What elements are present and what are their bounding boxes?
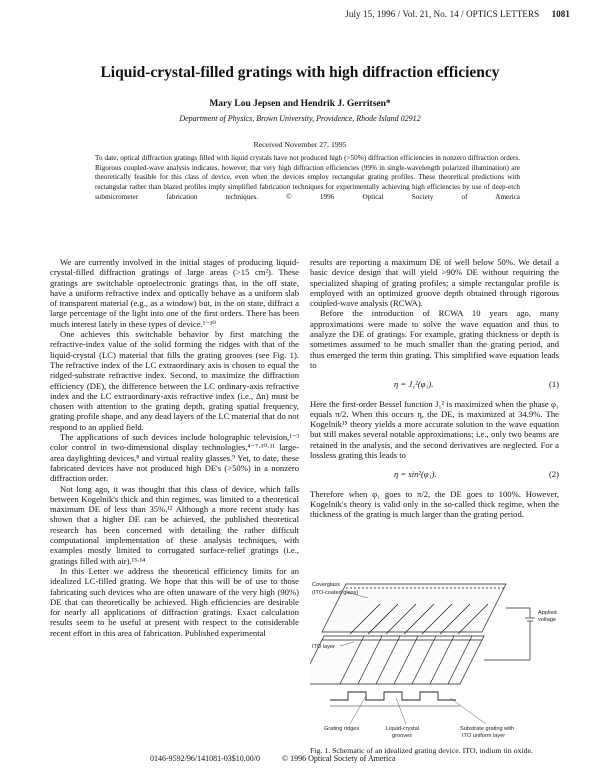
paragraph: One achieves this switchable behavior by first matching the refractive-index value of the solid forming the ridges with that of the liquid-crystal (LC) material that fills the grating grooves (see Fig. 1). The refractive index of the LC extraordinary axis is chosen to equal the ridged-substrate refractive index. Second, to maximize the diffraction efficiency (DE), the difference between the LC ordinary-axis refractive index and the LC extraordinary-axis refractive index (i.e., Δn) must be chosen with attention to the grating depth, grating spatial frequency, grating profile shape, and any dead layers of the LC material that do not respond to an applied field. [50, 329, 299, 432]
journal-line: July 15, 1996 / Vol. 21, No. 14 / OPTICS LETTERS [345, 9, 540, 19]
ridge-profile [330, 692, 460, 706]
right-column [310, 257, 559, 520]
equation-number: (2) [548, 469, 559, 480]
paragraph: Not long ago, it was thought that this class of device, which falls between Kogelnik's thick and thin regimes, was limited to a theoretical maximum DE of less than 35%.¹² Although a more recent study has shown that a higher DE can be achieved, the published theoretical research has been concerned with detailing the rather difficult computational implementation of these analysis techniques, with examples mostly limited to corrugated surface-relief gratings (i.e., gratings filled with air).¹³·¹⁴ [50, 483, 299, 566]
equation-body: η = J₁²(φ₁). [394, 379, 434, 390]
substrate-block [310, 636, 484, 684]
affiliation: Department of Physics, Brown University, Providence, Rhode Island 02912 [179, 114, 421, 123]
grating-device-diagram [310, 574, 559, 746]
abstract-body: To date, optical diffraction gratings filled with liquid crystals have not produced high (>50%) diffraction efficiencies in nonzero diffraction orders. Rigorous coupled-wave analysis indicates, however, that very high diffraction efficiencies (99% in single-wavelength polarized illumination) are theoretically feasible for this class of device, even when the devices employ rectangular grating profiles. These theoretical predictions with rectangular rather than blazed profiles imply simplified fabrication techniques for experimentally achieving high efficiencies by use of deep-etch submicrometer fabrication techniques. [95, 154, 520, 201]
figure-caption: Fig. 1. Schematic of an idealized grating device. ITO, indium tin oxide. [310, 746, 533, 755]
paper-title: Liquid-crystal-filled gratings with high diffraction efficiency [100, 64, 500, 81]
equation-1 [310, 379, 559, 389]
equation-body: η = sin²(φ₁). [394, 469, 437, 480]
footer-copyright: © 1996 Optical Society of America [282, 754, 396, 763]
paragraph: Before the introduction of RCWA 10 years ago, many approximations were made to solve the wave equation and thus to analyze the DE of gratings. For example, grating thickness or depth is sometimes assumed to be much smaller than the grating period, and thus emerged the term thin grating. This simplified wave equation leads to [310, 308, 559, 370]
label-substrate-2: ITO uniform layer [462, 733, 506, 739]
label-coverglass: Coverglass [312, 582, 340, 588]
running-header [345, 9, 570, 19]
label-applied: Applied [538, 610, 557, 616]
paragraph: In this Letter we address the theoretical efficiency limits for an idealized LC-filled grating. We hope that this will be of use to those fabricating such devices who are often unaware of the very high (90%) DE that can theoretically be achieved. High efficiencies are desirable for nearly all applications of diffraction gratings. Exact calculation results seem to be useful at present with respect to the considerable recent effort in this area of fabrication. Published experimental [50, 565, 299, 638]
paragraph: results are reporting a maximum DE of well below 50%. We detail a basic device design that will yield >90% DE without requiring the specialized shaping of grating profiles; a simple rectangular profile is employed with an optimized groove depth obtained through rigorous coupled-wave analysis (RCWA). [310, 257, 559, 309]
label-substrate-1: Substrate grating with [460, 726, 515, 732]
paragraph: Therefore when φ₁ goes to π/2, the DE goes to 100%. However, Kogelnik's theory is valid only in the so-called thick regime, when the thickness of the grating is much larger than the grating period. [310, 488, 559, 520]
author-list: Mary Lou Jepsen and Hendrik J. Gerritsen* [209, 99, 391, 109]
label-grating-ridges: Grating ridges [324, 726, 360, 732]
paragraph: We are currently involved in the initial stages of producing liquid-crystal-filled diffraction gratings of large areas (>15 cm²). These gratings are switchable optoelectronic gratings that, in the off state, have a uniform refractive index and optically behave as a uniform slab of transparent material (e.g., as a window) but, in the on state, diffract a large percentage of the light into one of the first orders. There has been much interest lately in these types of device.¹⁻¹⁰ [50, 257, 299, 329]
label-lc-1: Liquid-crystal [386, 726, 419, 732]
left-column [50, 257, 299, 638]
label-voltage: voltage [538, 617, 557, 623]
equation-2 [310, 469, 559, 479]
paragraph: Here the first-order Bessel function J₁² is maximized when the phase φ₁ equals π/2. When this occurs η, the DE, is maximized at 34.9%. The Kogelnik¹⁵ theory yields a more accurate solution to the wave equation but still makes several notable approximations; i.e., only two beams are retained in the analysis, and the second derivatives are neglected. For a lossless grating this leads to [310, 398, 559, 461]
voltage-source [484, 608, 535, 660]
received-date: Received November 27, 1995 [253, 140, 347, 149]
figure-1 [310, 574, 559, 746]
equation-number: (1) [548, 379, 559, 390]
abstract-copyright: © 1996 Optical Society of America [286, 192, 520, 201]
label-ito-coverglass: (ITO-coated glass) [312, 590, 359, 596]
paragraph: The applications of such devices include holographic television,¹⁻³ color control in two-dimensional display technologies,⁴⁻⁷·¹⁰·¹¹ large-area daylighting devices,⁸ and virtual reality glasses.⁹ Yet, to date, these fabricated devices have not produced high DE's (>50%) in a nonzero diffraction order. [50, 432, 299, 484]
issn-code: 0146-9592/96/141081-03$10.00/0 [150, 754, 260, 763]
label-ito-layer: ITO layer [312, 644, 335, 650]
page-footer [150, 754, 395, 763]
label-lc-2: grooves [392, 733, 412, 739]
page-number: 1081 [551, 9, 570, 19]
abstract [95, 154, 520, 203]
